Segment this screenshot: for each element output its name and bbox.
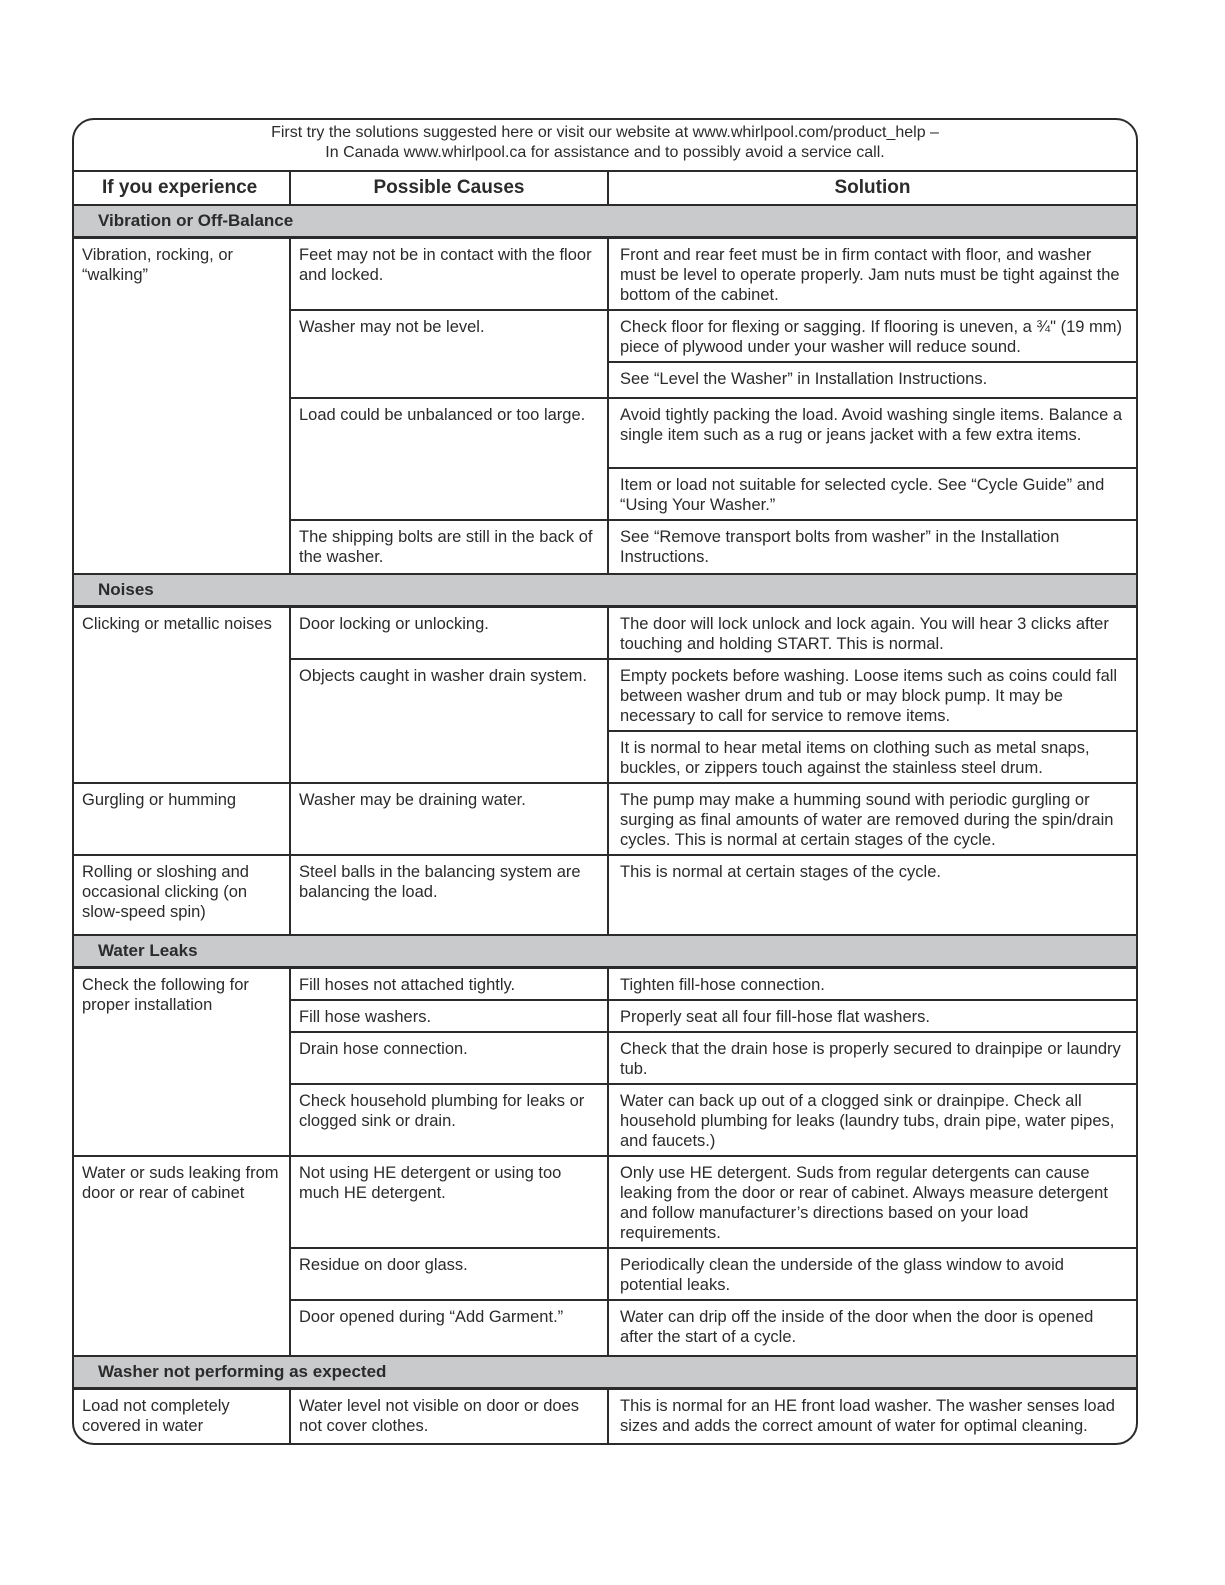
solution-cell: Water can back up out of a clogged sink or drainpipe. Check all household plumbing for leaks (laundry tubs, drain pipe, water pipes, and faucets.) [608,1084,1136,1156]
cause-cell: Fill hoses not attached tightly. [290,968,608,1001]
solution-cell: The door will lock unlock and lock again. You will hear 3 clicks after touching and holding START. This is normal. [608,607,1136,660]
intro-note [74,120,1136,170]
solution-cell: Front and rear feet must be in firm contact with floor, and washer must be level to operate properly. Jam nuts must be tight against the bottom of the cabinet. [608,238,1136,311]
solution-cell: Check that the drain hose is properly secured to drainpipe or laundry tub. [608,1032,1136,1084]
cause-cell: Residue on door glass. [290,1248,608,1300]
section-row [74,574,1136,607]
section-row [74,1356,1136,1389]
symptom-cell: Load not completely covered in water [74,1389,290,1446]
symptom-cell: Vibration, rocking, or “walking” [74,238,290,575]
solution-cell: Only use HE detergent. Suds from regular detergents can cause leaking from the door or rear of cabinet. Always measure detergent and follow manufacturer’s directions based on your load requirements. [608,1156,1136,1248]
cause-cell: Door opened during “Add Garment.” [290,1300,608,1356]
section-row [74,205,1136,238]
solution-cell: Item or load not suitable for selected cycle. See “Cycle Guide” and “Using Your Washer.” [608,468,1136,520]
symptom-cell: Gurgling or humming [74,783,290,855]
solution-cell: This is normal for an HE front load washer. The washer senses load sizes and adds the correct amount of water for optimal cleaning. [608,1389,1136,1446]
solution-cell: Check floor for flexing or sagging. If flooring is uneven, a ¾" (19 mm) piece of plywood under your washer will reduce sound. [608,310,1136,362]
header-row [74,171,1136,205]
cause-cell: The shipping bolts are still in the back of the washer. [290,520,608,574]
solution-cell: See “Level the Washer” in Installation Instructions. [608,362,1136,398]
troubleshooting-table [74,170,1136,1445]
cause-cell: Load could be unbalanced or too large. [290,398,608,520]
section-title-leaks: Water Leaks [74,935,1136,968]
table-row [74,855,1136,935]
solution-cell: Empty pockets before washing. Loose items such as coins could fall between washer drum and tub or may block pump. It may be necessary to call for service to remove items. [608,659,1136,731]
header-solution: Solution [608,171,1136,205]
troubleshooting-table-frame [72,118,1138,1445]
solution-cell: Properly seat all four fill-hose flat washers. [608,1000,1136,1032]
cause-cell: Check household plumbing for leaks or clogged sink or drain. [290,1084,608,1156]
intro-line-2: In Canada www.whirlpool.ca for assistance and to possibly avoid a service call. [325,144,885,161]
header-causes: Possible Causes [290,171,608,205]
solution-cell: See “Remove transport bolts from washer” in the Installation Instructions. [608,520,1136,574]
symptom-cell: Rolling or sloshing and occasional clicking (on slow-speed spin) [74,855,290,935]
solution-cell: Tighten fill-hose connection. [608,968,1136,1001]
table-row [74,607,1136,660]
cause-cell: Drain hose connection. [290,1032,608,1084]
solution-cell: This is normal at certain stages of the cycle. [608,855,1136,935]
cause-cell: Door locking or unlocking. [290,607,608,660]
cause-cell: Washer may be draining water. [290,783,608,855]
table-row [74,1389,1136,1446]
table-row [74,1156,1136,1248]
table-row [74,783,1136,855]
cause-cell: Feet may not be in contact with the floor and locked. [290,238,608,311]
solution-cell: Periodically clean the underside of the glass window to avoid potential leaks. [608,1248,1136,1300]
cause-cell: Not using HE detergent or using too much HE detergent. [290,1156,608,1248]
section-title-vibration: Vibration or Off-Balance [74,205,1136,238]
section-title-performance: Washer not performing as expected [74,1356,1136,1389]
section-title-noises: Noises [74,574,1136,607]
cause-cell: Washer may not be level. [290,310,608,398]
cause-cell: Objects caught in washer drain system. [290,659,608,783]
solution-cell: It is normal to hear metal items on clothing such as metal snaps, buckles, or zippers touch against the stainless steel drum. [608,731,1136,783]
symptom-cell: Clicking or metallic noises [74,607,290,784]
solution-cell: Water can drip off the inside of the door when the door is opened after the start of a cycle. [608,1300,1136,1356]
solution-cell: The pump may make a humming sound with periodic gurgling or surging as final amounts of water are removed during the spin/drain cycles. This is normal at certain stages of the cycle. [608,783,1136,855]
symptom-cell: Check the following for proper installation [74,968,290,1157]
intro-line-1: First try the solutions suggested here or visit our website at www.whirlpool.com/product_help – [271,124,939,141]
header-experience: If you experience [74,171,290,205]
table-row [74,238,1136,311]
section-row [74,935,1136,968]
table-row [74,968,1136,1001]
symptom-cell: Water or suds leaking from door or rear of cabinet [74,1156,290,1356]
solution-cell: Avoid tightly packing the load. Avoid washing single items. Balance a single item such as a rug or jeans jacket with a few extra items. [608,398,1136,468]
cause-cell: Fill hose washers. [290,1000,608,1032]
cause-cell: Steel balls in the balancing system are balancing the load. [290,855,608,935]
cause-cell: Water level not visible on door or does not cover clothes. [290,1389,608,1446]
